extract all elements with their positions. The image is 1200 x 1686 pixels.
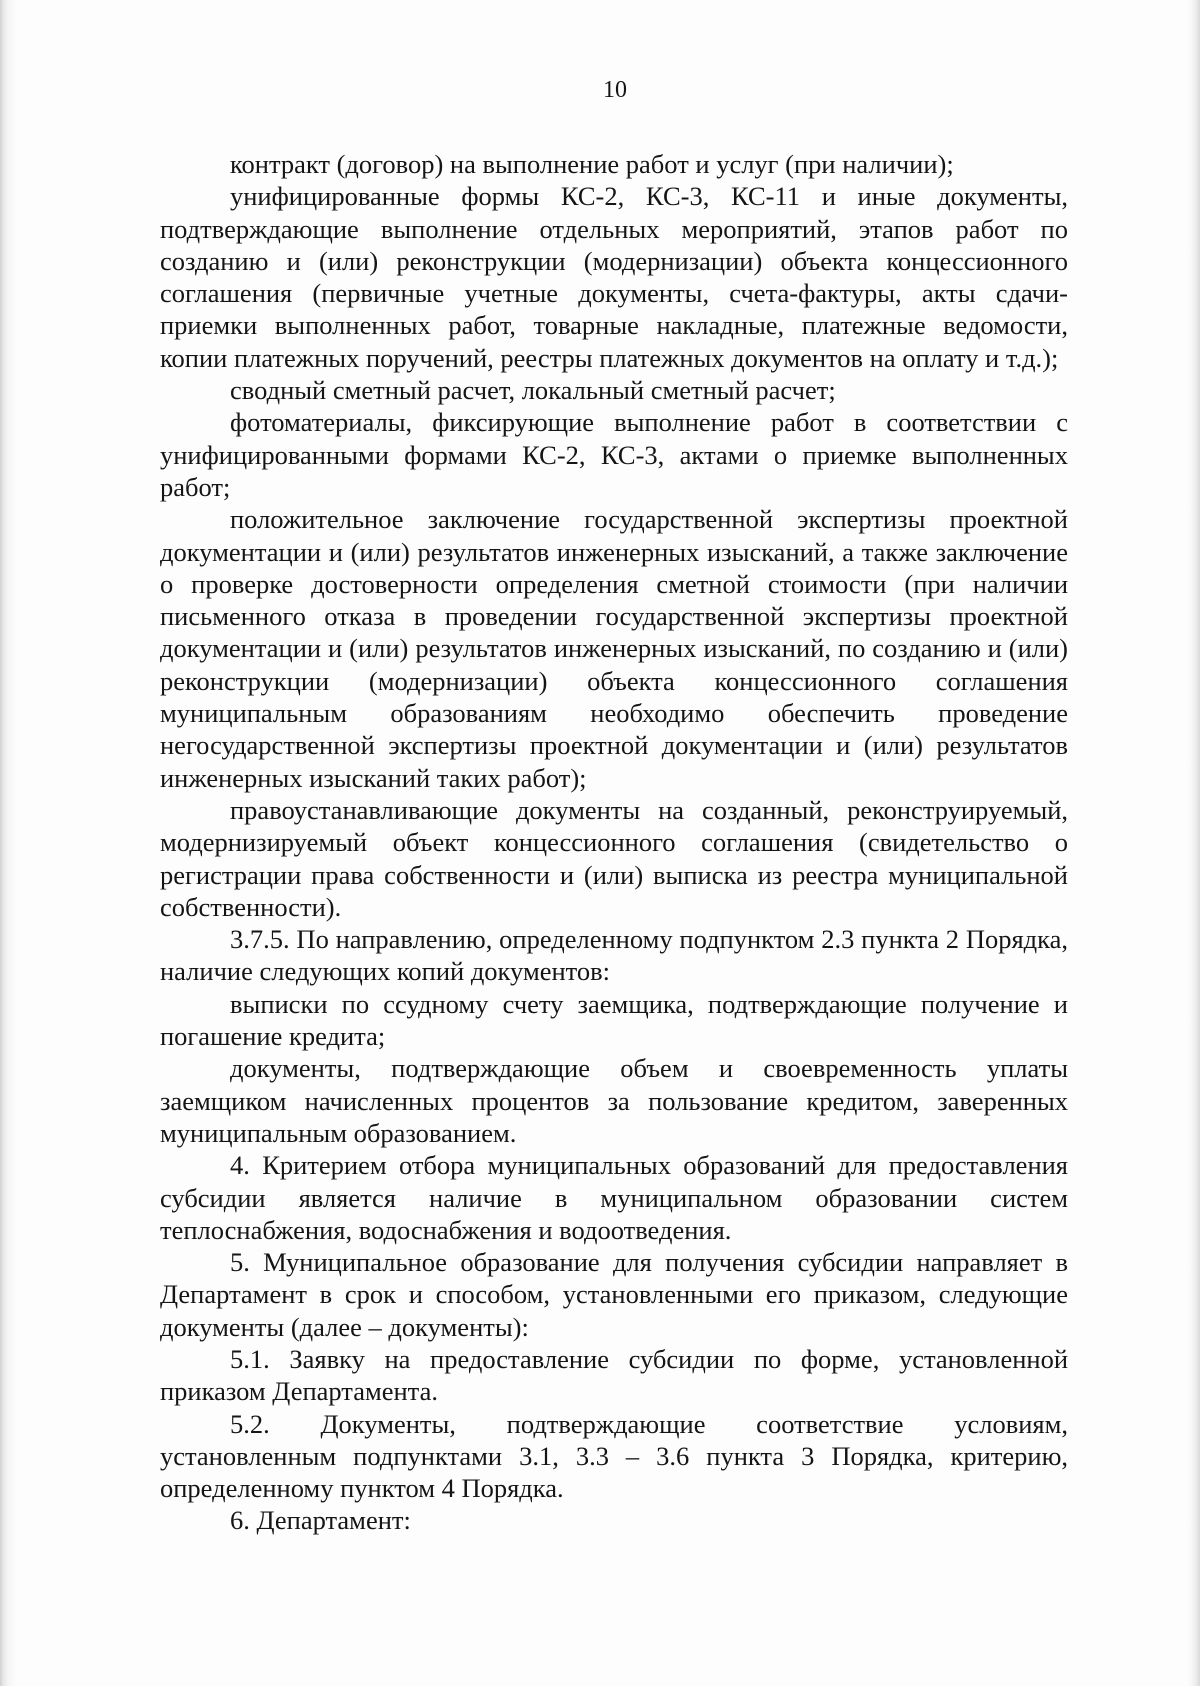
paragraph-photo-materials: фотоматериалы, фиксирующие выполнение работ в соответствии с унифицированными формами КС-2, КС-3, актами о приемке выполненных работ; [160,407,1068,502]
document-body [160,148,1068,1537]
paragraph-title-documents: правоустанавливающие документы на созданный, реконструируемый, модернизируемый объект концессионного соглашения (свидетельство о регистрации права собственности и (или) выписка из реестра муниципальной собственности). [160,794,1068,922]
paragraph-interest-payment-documents: документы, подтверждающие объем и своевременность уплаты заемщиком начисленных процентов за пользование кредитом, заверенных муниципальным образованием. [160,1053,1068,1148]
scan-edge-right [1186,0,1200,1686]
paragraph-expertise-conclusion: положительное заключение государственной экспертизы проектной документации и (или) результатов инженерных изысканий, а также заключение о проверке достоверности определения сметной стоимости (при наличии письменного отказа в проведении государственной экспертизы проектной документации и (или) результатов инженерных изысканий, по созданию и (или) реконструкции (модернизации) объекта концессионного соглашения муниципальным образованиям необходимо обеспечить проведение негосударственной экспертизы проектной документации и (или) результатов инженерных изысканий таких работ); [160,504,1068,793]
paragraph-5-1-application: 5.1. Заявку на предоставление субсидии по форме, установленной приказом Департамента. [160,1343,1068,1407]
paragraph-3-7-5: 3.7.5. По направлению, определенному подпунктом 2.3 пункта 2 Порядка, наличие следующих копий документов: [160,924,1068,987]
paragraph-unified-forms: унифицированные формы КС-2, КС-3, КС-11 и иные документы, подтверждающие выполнение отдельных мероприятий, этапов работ по созданию и (или) реконструкции (модернизации) объекта концессионного соглашения (первичные учетные документы, счета-фактуры, акты сдачи-приемки выполненных работ, товарные накладные, платежные ведомости, копии платежных поручений, реестры платежных документов на оплату и т.д.); [160,181,1068,373]
paragraph-4-selection-criterion: 4. Критерием отбора муниципальных образований для предоставления субсидии является наличие в муниципальном образовании систем теплоснабжения, водоснабжения и водоотведения. [160,1150,1068,1245]
page-number: 10 [603,77,627,103]
scan-edge-left [0,0,16,1686]
paragraph-contract: контракт (договор) на выполнение работ и услуг (при наличии); [230,149,954,179]
paragraph-estimate: сводный сметный расчет, локальный сметный расчет; [230,375,836,406]
paragraph-5-documents-submission: 5. Муниципальное образование для получения субсидии направляет в Департамент в срок и способом, установленными его приказом, следующие документы (далее – документы): [160,1247,1068,1342]
paragraph-5-2-compliance-documents: 5.2. Документы, подтверждающие соответствие условиям, установленным подпунктами 3.1, 3.3 – 3.6 пункта 3 Порядка, критерию, определенному пунктом 4 Порядка. [160,1408,1068,1504]
paragraph-6-department: 6. Департамент: [230,1505,411,1536]
paragraph-loan-account-extracts: выписки по ссудному счету заемщика, подтверждающие получение и погашение кредита; [160,988,1068,1052]
